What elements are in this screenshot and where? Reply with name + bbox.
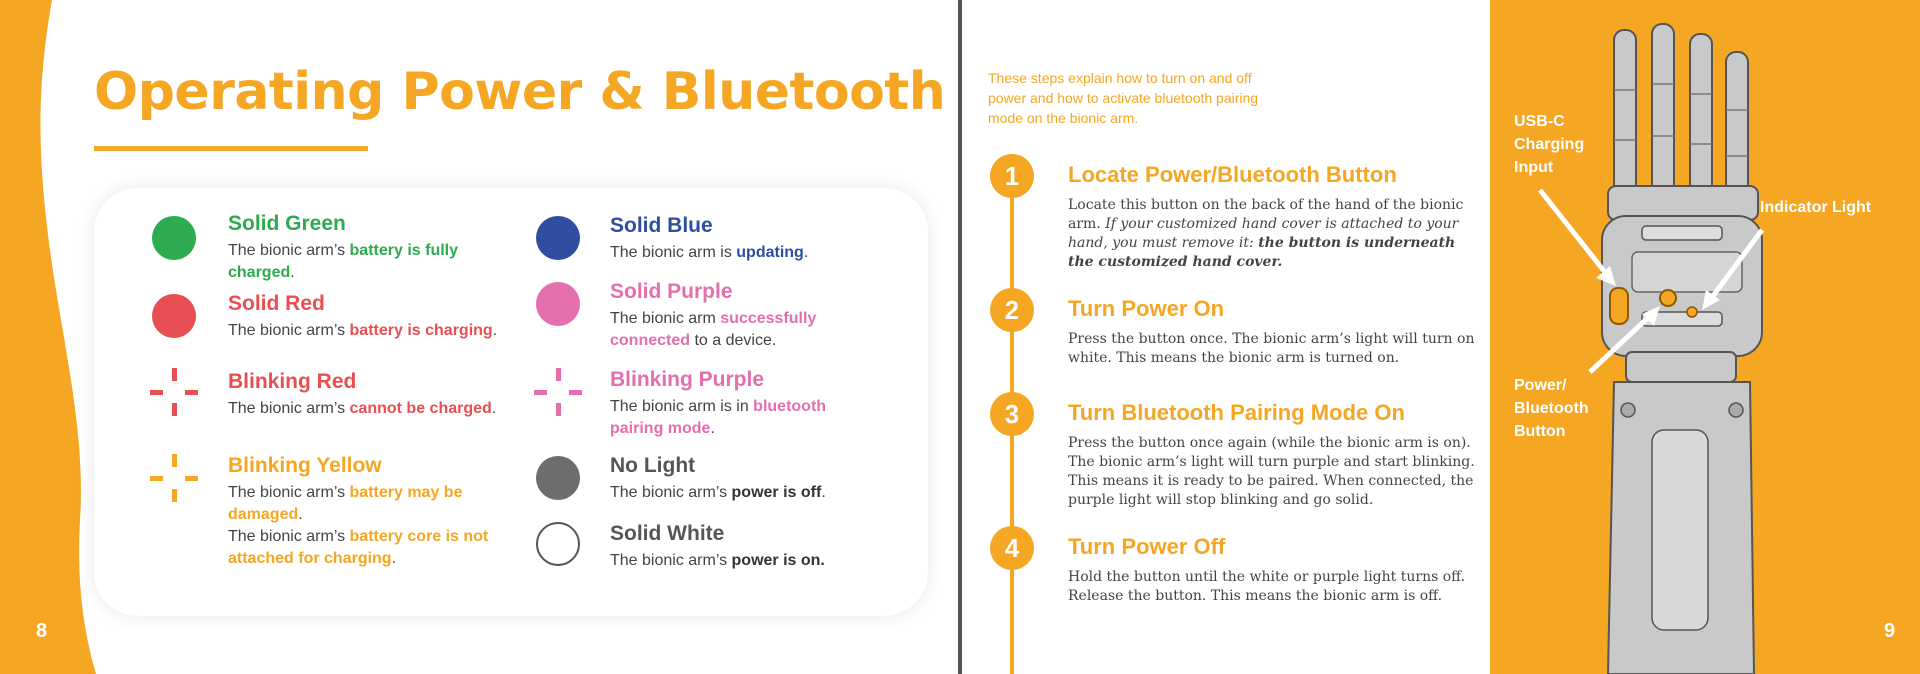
legend-desc: The bionic arm successfully connected to a device. bbox=[610, 310, 817, 349]
step-number-badge: 3 bbox=[990, 392, 1034, 436]
light-status-legend-card bbox=[94, 188, 928, 616]
usb-c-callout-label: USB-C Charging Input bbox=[1514, 113, 1585, 176]
solid-purple-dot-icon bbox=[536, 282, 580, 326]
legend-item-solid-blue bbox=[610, 214, 910, 264]
title-underline bbox=[94, 146, 368, 151]
page-number-left: 8 bbox=[36, 620, 48, 642]
legend-desc: The bionic arm’s power is off. bbox=[610, 484, 826, 501]
legend-name: Solid Purple bbox=[610, 280, 733, 303]
legend-item-solid-red bbox=[228, 292, 528, 342]
legend-item-solid-purple bbox=[610, 280, 840, 352]
legend-desc: The bionic arm’s battery may be damaged. bbox=[228, 484, 463, 523]
indicator-light-callout-label: Indicator Light bbox=[1760, 199, 1872, 216]
step-body: Press the button once again (while the bionic arm is on). The bionic arm’s light will turn purple and start blinking. This means it is ready to be paired. When connected, the purple light will stop blinking and go solid. bbox=[1068, 435, 1475, 508]
no-light-dot-icon bbox=[536, 456, 580, 500]
indicator-light-icon bbox=[1687, 307, 1697, 317]
legend-desc: The bionic arm is updating. bbox=[610, 244, 809, 261]
power-button-icon bbox=[1660, 290, 1676, 306]
solid-blue-dot-icon bbox=[536, 216, 580, 260]
step-body: Locate this button on the back of the hand of the bionic arm. If your customized hand cover is attached to your hand, you must remove it: the button is underneath the customized hand cover. bbox=[1068, 197, 1464, 270]
legend-desc: The bionic arm’s battery is fully charged. bbox=[228, 242, 459, 281]
step-title: Turn Bluetooth Pairing Mode On bbox=[1068, 400, 1405, 425]
usb-c-port-icon bbox=[1610, 288, 1628, 324]
legend-desc: The bionic arm is in bluetooth pairing mode. bbox=[610, 398, 827, 437]
legend-item-solid-green bbox=[228, 212, 528, 284]
legend-item-blinking-yellow bbox=[228, 454, 518, 570]
step-number-badge: 4 bbox=[990, 526, 1034, 570]
legend-desc: The bionic arm’s battery is charging. bbox=[228, 322, 498, 339]
page-title: Operating Power & Bluetooth bbox=[94, 62, 946, 122]
legend-name: Blinking Red bbox=[228, 370, 357, 393]
step-body: Press the button once. The bionic arm’s light will turn on white. This means the bionic arm is turned on. bbox=[1068, 331, 1475, 366]
step-title: Turn Power Off bbox=[1068, 534, 1226, 559]
step-body: Hold the button until the white or purple light turns off. Release the button. This means the bionic arm is off. bbox=[1068, 569, 1466, 604]
legend-name: Blinking Purple bbox=[610, 368, 765, 391]
legend-name: Solid Red bbox=[228, 292, 325, 315]
solid-green-dot-icon bbox=[152, 216, 196, 260]
solid-white-dot-icon bbox=[536, 522, 580, 566]
bionic-arm-illustration bbox=[1490, 0, 1920, 674]
step-number-badge: 2 bbox=[990, 288, 1034, 332]
arm-illustration-panel bbox=[1490, 0, 1920, 674]
blinking-red-icon bbox=[150, 368, 198, 416]
legend-desc-secondary: The bionic arm’s battery core is not attached for charging. bbox=[228, 528, 489, 567]
legend-name: No Light bbox=[610, 454, 696, 477]
step-number-badge: 1 bbox=[990, 154, 1034, 198]
power-bluetooth-callout-label: Power/ Bluetooth Button bbox=[1514, 377, 1589, 440]
legend-item-solid-white bbox=[610, 522, 910, 572]
blinking-purple-icon bbox=[534, 368, 582, 416]
legend-name: Solid White bbox=[610, 522, 725, 545]
page-number-right: 9 bbox=[1884, 620, 1896, 642]
legend-name: Solid Green bbox=[228, 212, 346, 235]
legend-item-blinking-red bbox=[228, 370, 528, 420]
step-title: Locate Power/Bluetooth Button bbox=[1068, 162, 1397, 187]
legend-desc: The bionic arm’s power is on. bbox=[610, 552, 825, 569]
right-page bbox=[962, 0, 1920, 674]
legend-item-blinking-purple bbox=[610, 368, 850, 440]
legend-name: Solid Blue bbox=[610, 214, 713, 237]
solid-red-dot-icon bbox=[152, 294, 196, 338]
step-title: Turn Power On bbox=[1068, 296, 1225, 321]
intro-text: These steps explain how to turn on and off power and how to activate bluetooth pairing mode on the bionic arm. bbox=[988, 70, 1259, 126]
legend-item-no-light bbox=[610, 454, 910, 504]
left-page bbox=[0, 0, 958, 674]
blinking-yellow-icon bbox=[150, 454, 198, 502]
legend-name: Blinking Yellow bbox=[228, 454, 382, 477]
legend-desc: The bionic arm’s cannot be charged. bbox=[228, 400, 497, 417]
